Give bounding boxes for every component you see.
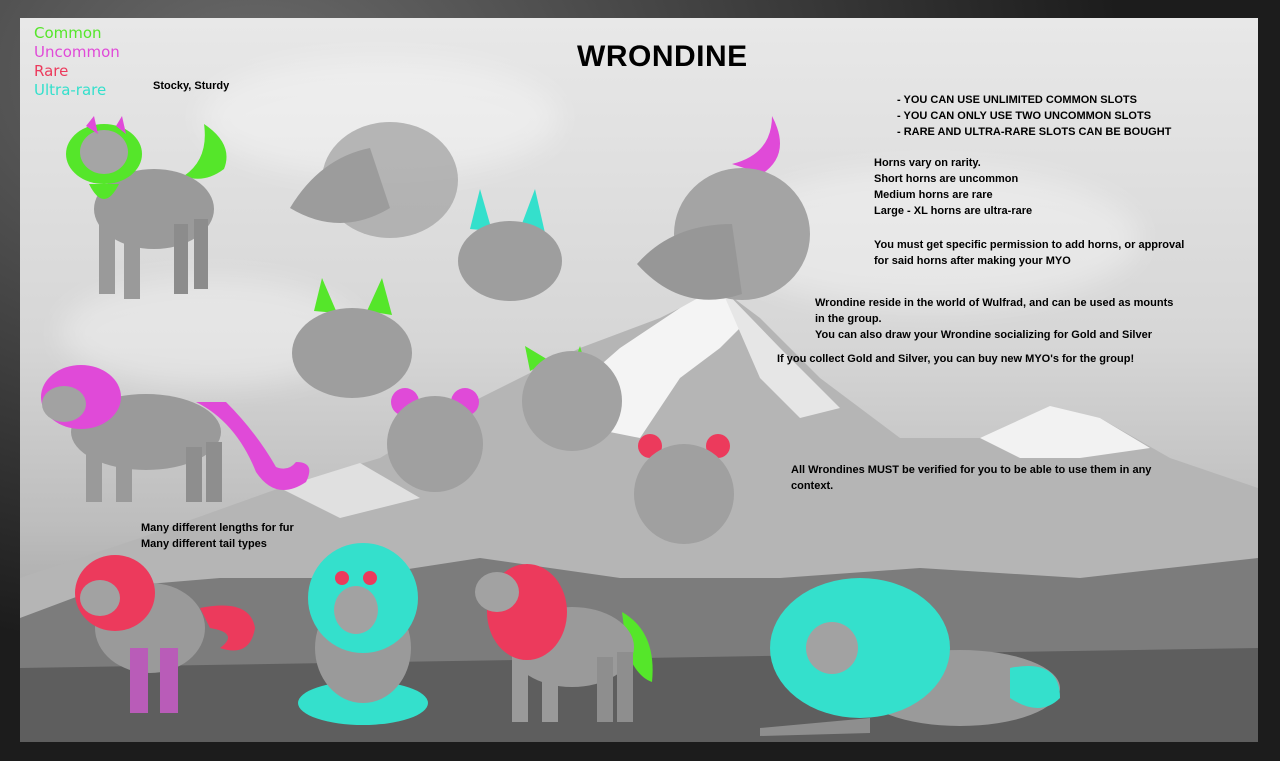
legend-rare: Rare [34, 62, 69, 80]
slot-rules [897, 92, 1171, 140]
horn-permission-line: You must get specific permission to add horns, or approval [874, 239, 1185, 251]
rarity-legend [34, 24, 120, 100]
verify-line: All Wrondines MUST be verified for you to be able to use them in any [791, 464, 1152, 476]
creature-side-uncommon-illustration [26, 362, 316, 512]
head-sketch-ultra-rare-ears [440, 181, 570, 306]
reference-sheet-panel [20, 18, 1258, 742]
horn-rules [874, 155, 1032, 219]
verification-note [791, 462, 1151, 494]
head-sketch-plain [280, 118, 460, 253]
legend-common: Common [34, 24, 102, 42]
fur-line: Many different tail types [141, 538, 267, 550]
slot-rule-line: - YOU CAN USE UNLIMITED COMMON SLOTS [897, 94, 1137, 106]
creature-ultra-rare-lying-illustration [760, 568, 1070, 738]
horn-line: Medium horns are rare [874, 189, 993, 201]
world-line: Wrondine reside in the world of Wulfrad, and can be used as mounts [815, 297, 1174, 309]
creature-ultra-rare-sitting-illustration [296, 538, 431, 728]
gold-silver-info: If you collect Gold and Silver, you can buy new MYO's for the group! [777, 353, 1135, 365]
legend-uncommon: Uncommon [34, 43, 120, 61]
world-line: in the group. [815, 313, 882, 325]
horn-line: Large - XL horns are ultra-rare [874, 205, 1033, 217]
head-sketch-common-ears-round [510, 341, 625, 456]
head-sketch-uncommon-ears [385, 384, 485, 494]
horn-line: Short horns are uncommon [874, 173, 1019, 185]
world-info [815, 295, 1173, 343]
head-sketch-horned [632, 114, 812, 314]
creature-rare-mane-illustration [60, 548, 260, 718]
fur-line: Many different lengths for fur [141, 522, 294, 534]
sheet-title: WRONDINE [577, 40, 748, 73]
verify-line: context. [791, 480, 834, 492]
horn-line: Horns vary on rarity. [874, 157, 981, 169]
head-sketch-rare-ears [632, 432, 737, 547]
horn-permission [874, 237, 1184, 269]
creature-rare-standing-illustration [452, 552, 662, 732]
slot-rule-line: - YOU CAN ONLY USE TWO UNCOMMON SLOTS [897, 110, 1152, 122]
world-line: You can also draw your Wrondine socializing for Gold and Silver [815, 329, 1152, 341]
slot-rule-line: - RARE AND ULTRA-RARE SLOTS CAN BE BOUGHT [897, 126, 1172, 138]
horn-permission-line: for said horns after making your MYO [874, 255, 1071, 267]
creature-standing-front-illustration [64, 114, 234, 309]
build-label: Stocky, Sturdy [153, 80, 230, 92]
legend-ultra-rare: Ultra-rare [34, 81, 107, 99]
